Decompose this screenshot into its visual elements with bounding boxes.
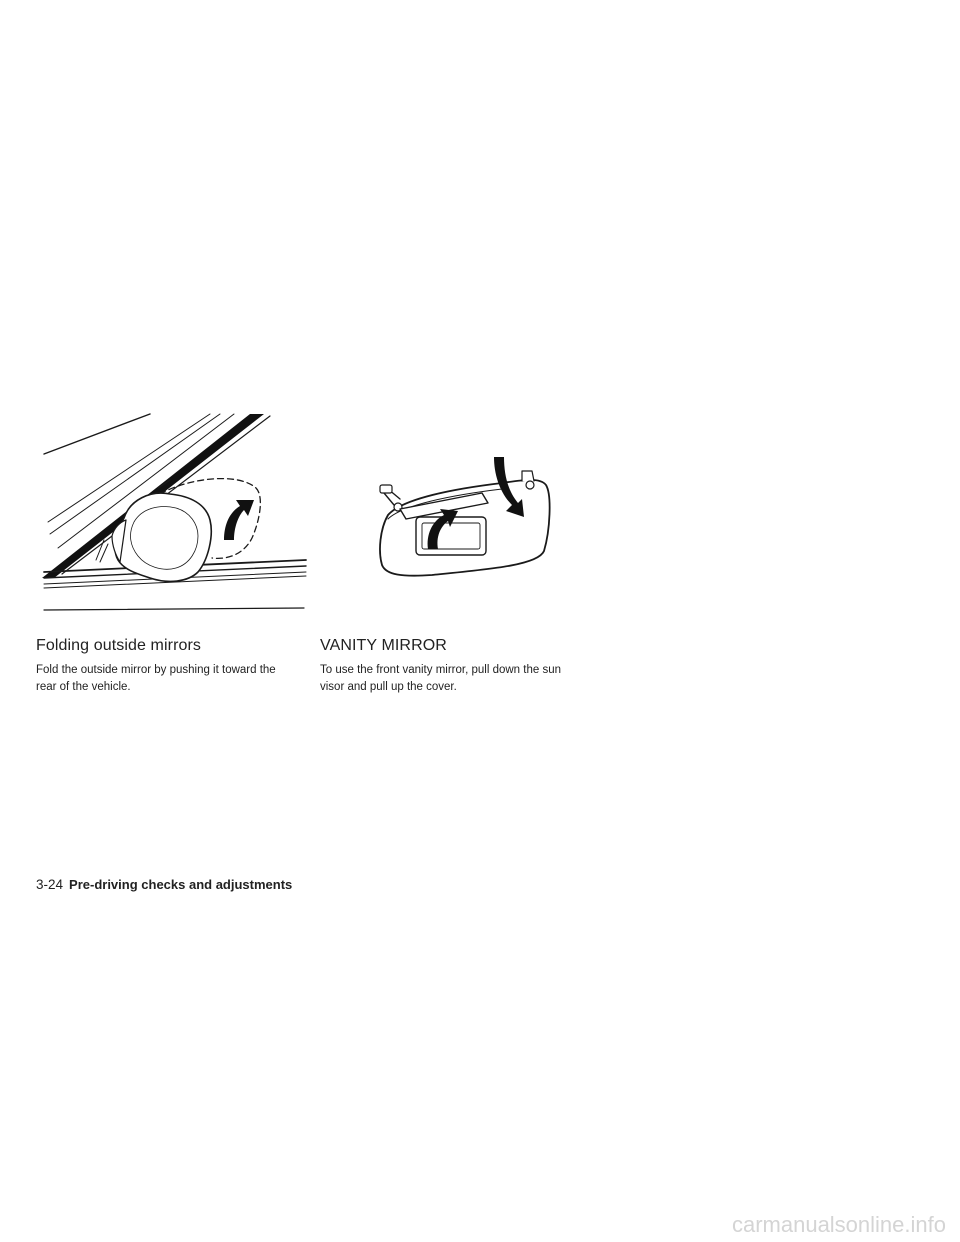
folding-mirrors-body bbox=[36, 662, 314, 696]
folding-mirrors-body-line-1: Fold the outside mirror by pushing it toward the bbox=[36, 664, 276, 676]
vanity-mirror-visor-illustration-icon bbox=[372, 455, 557, 585]
vanity-mirror-heading: VANITY MIRROR bbox=[320, 637, 447, 654]
vanity-mirror-body bbox=[320, 662, 598, 696]
chapter-title: Pre-driving checks and adjustments bbox=[69, 877, 293, 892]
page-number: 3-24 bbox=[36, 877, 64, 892]
page-footer bbox=[36, 876, 292, 894]
folding-mirrors-heading: Folding outside mirrors bbox=[36, 637, 202, 654]
folding-mirrors-body-line-2: rear of the vehicle. bbox=[36, 681, 131, 693]
vanity-mirror-body-line-1: To use the front vanity mirror, pull down the sun bbox=[320, 664, 561, 676]
folding-mirror-illustration-icon bbox=[38, 410, 313, 615]
watermark: carmanualsonline.info bbox=[731, 1212, 946, 1237]
vanity-mirror-body-line-2: visor and pull up the cover. bbox=[320, 681, 457, 693]
